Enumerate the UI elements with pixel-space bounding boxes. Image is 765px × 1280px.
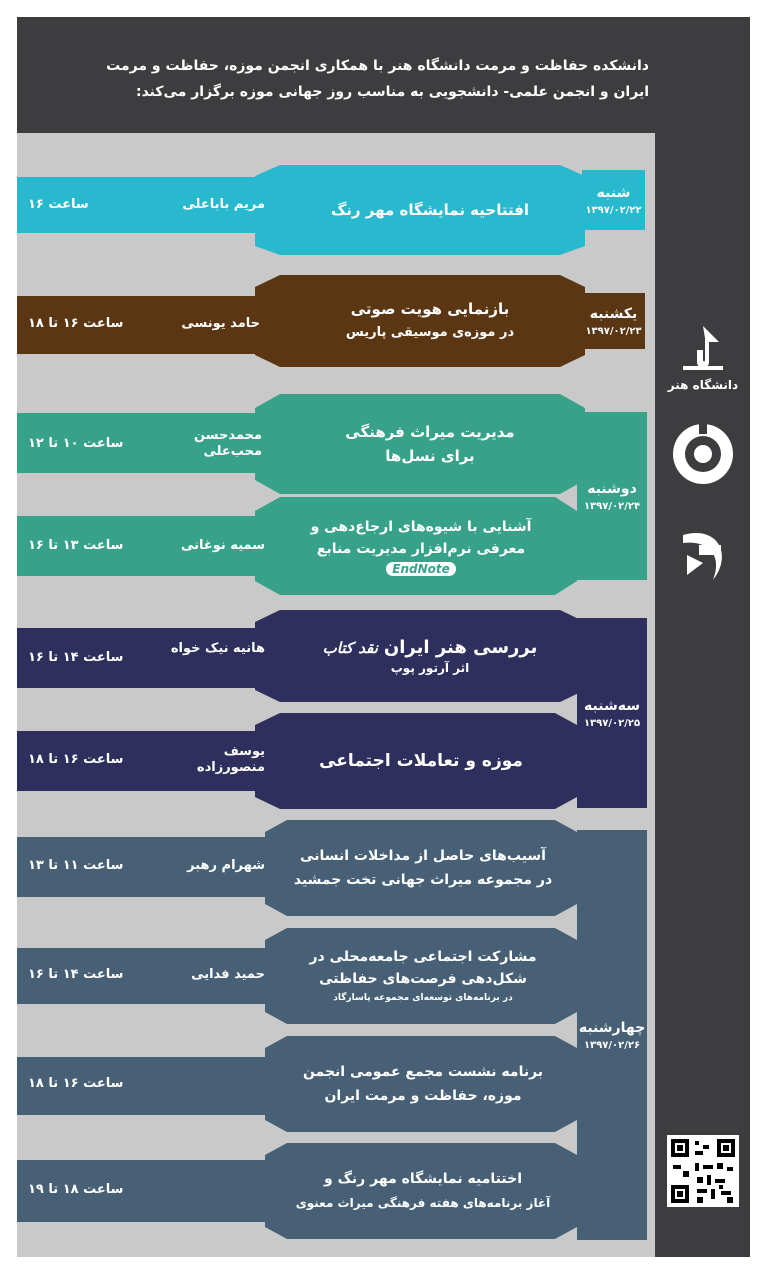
event-time: ساعت ۱۶ تا ۱۸: [28, 316, 124, 331]
event-time: ساعت ۱۱ تا ۱۳: [28, 858, 124, 873]
event-speaker: حمید فدایی: [191, 967, 265, 982]
museum-society-logo: [663, 420, 743, 500]
event-speaker: حامد یونسی: [181, 316, 260, 331]
day-name: سه‌شنبه: [584, 697, 640, 714]
event-subtitle: آغاز برنامه‌های هفته فرهنگی میراث معنوی: [295, 1196, 551, 1210]
event-title: بررسی هنر ایران: [383, 637, 538, 658]
book-review-badge: نقد کتاب: [322, 639, 378, 657]
event-speaker: یوسف منصورزاده: [196, 744, 265, 775]
day-date: ۱۳۹۷/۰۲/۲۲: [585, 204, 642, 216]
event-title: مدیریت میراث فرهنگی: [345, 423, 515, 441]
event-title-box: [276, 499, 566, 593]
day-date: ۱۳۹۷/۰۲/۲۶: [583, 1039, 641, 1051]
event-time: ساعت ۱۸ تا ۱۹: [28, 1182, 124, 1197]
qr-code-icon[interactable]: [667, 1135, 739, 1207]
event-title: بازنمایی هویت صوتی: [350, 300, 510, 318]
university-logo-icon: [663, 322, 743, 378]
event-speaker: محمدحسن محب‌علی: [194, 428, 262, 459]
event-subtitle: شکل‌دهی فرصت‌های حفاظتی: [319, 971, 527, 987]
event-subtitle: موزه، حفاظت و مرمت ایران: [324, 1088, 522, 1104]
day-label: [577, 618, 647, 808]
art-university-logo: [663, 322, 743, 402]
day-name: دوشنبه: [587, 480, 637, 497]
event-time: ساعت ۱۶: [28, 197, 89, 212]
event-title-box: [276, 713, 566, 809]
day-date: ۱۳۹۷/۰۲/۲۵: [583, 717, 641, 729]
event-title-box: [282, 820, 564, 916]
event-time: ساعت ۱۳ تا ۱۶: [28, 538, 124, 553]
header-line-2: ایران و انجمن علمی- دانشجویی به مناسب روز جهانی موزه برگزار می‌کند:: [136, 84, 649, 100]
day-date: ۱۳۹۷/۰۲/۲۳: [585, 325, 642, 337]
day-label: [577, 412, 647, 580]
event-time: ساعت ۱۶ تا ۱۸: [28, 752, 124, 767]
day-label: [577, 830, 647, 1240]
day-label: [582, 170, 645, 230]
event-time: ساعت ۱۴ تا ۱۶: [28, 650, 124, 665]
event-title-box: [280, 394, 580, 494]
museum-society-logo-icon: [663, 420, 743, 490]
conservation-logo-icon: [663, 525, 743, 595]
day-name: چهارشنبه: [578, 1019, 646, 1036]
day-name: یکشنبه: [589, 305, 638, 322]
event-time: ساعت ۱۰ تا ۱۲: [28, 436, 124, 451]
logo-sidebar: [655, 133, 750, 1257]
event-title: اختتامیه نمایشگاه مهر رنگ و: [324, 1171, 522, 1187]
event-title-box: [282, 1143, 564, 1239]
event-title: مشارکت اجتماعی جامعه‌محلی در: [309, 949, 537, 965]
event-time: ساعت ۱۶ تا ۱۸: [28, 1076, 124, 1091]
event-title-box: [282, 928, 564, 1024]
event-title: آشنایی با شیوه‌های ارجاع‌دهی و: [310, 519, 532, 535]
art-university-name: دانشگاه هنر: [667, 378, 739, 392]
header-line-1: دانشکده حفاظت و مرمت دانشگاه هنر با همکاری انجمن موزه، حفاظت و مرمت: [106, 58, 649, 74]
event-title: برنامه نشست مجمع عمومی انجمن: [302, 1064, 544, 1080]
event-time: ساعت ۱۴ تا ۱۶: [28, 967, 124, 982]
event-title-box: [280, 165, 580, 255]
event-speaker: مریم باباعلی: [182, 197, 265, 212]
event-speaker: هانیه نیک خواه: [170, 641, 265, 656]
event-title: افتتاحیه نمایشگاه مهر رنگ: [330, 201, 530, 219]
conservation-logo: [663, 525, 743, 615]
qr-code[interactable]: [663, 1135, 743, 1207]
day-date: ۱۳۹۷/۰۲/۲۴: [583, 500, 641, 512]
event-speaker: شهرام رهبر: [187, 858, 265, 873]
event-title: آسیب‌های حاصل از مداخلات انسانی: [300, 848, 546, 864]
event-title: موزه و تعاملات اجتماعی: [319, 751, 523, 771]
event-subtitle: در مجموعه میراث جهانی تخت جمشید: [293, 872, 553, 888]
event-title-box: [280, 610, 580, 702]
event-title-box: [282, 1036, 564, 1132]
day-label: [582, 293, 645, 349]
event-note: در برنامه‌های توسعه‌ای مجموعه پاسارگاد: [333, 993, 513, 1003]
event-subtitle: در موزه‌ی موسیقی پاریس: [345, 325, 515, 340]
event-subtitle: معرفی نرم‌افزار مدیریت منابع: [316, 541, 526, 557]
event-title-box: [280, 275, 580, 367]
event-subtitle: اثر آرتور پوپ: [390, 661, 470, 675]
event-speaker: سمیه نوغانی: [180, 538, 265, 553]
endnote-logo: EndNote: [386, 562, 456, 576]
day-name: شنبه: [596, 184, 631, 201]
event-subtitle: برای نسل‌ها: [385, 447, 475, 465]
